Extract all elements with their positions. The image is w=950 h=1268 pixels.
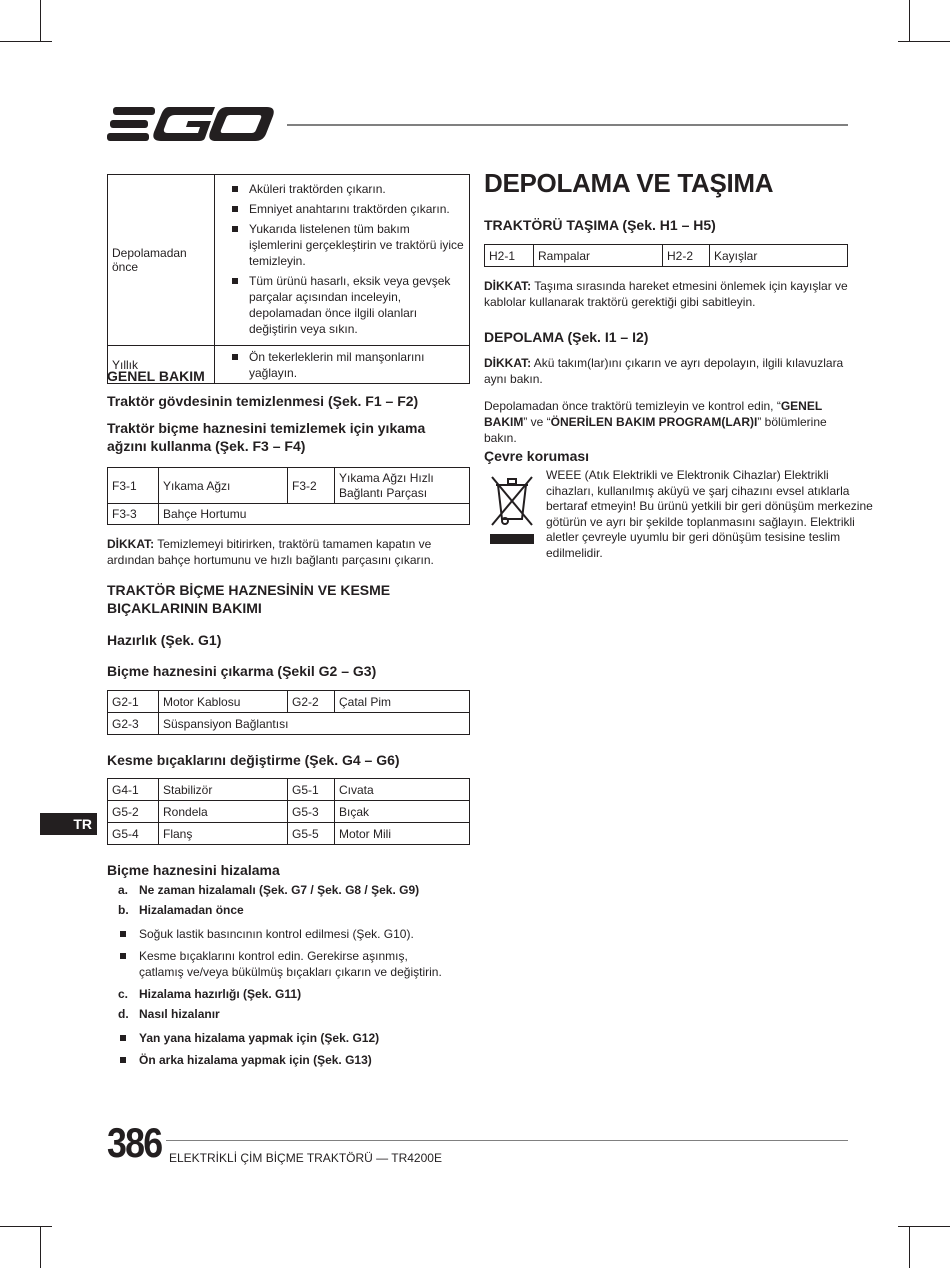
table-row [108,468,470,504]
ego-logo [107,105,277,143]
table-row [108,823,470,845]
section-heading: TRAKTÖRÜ TAŞIMA (Şek. H1 – H5) [484,217,716,233]
part-name: Cıvata [335,779,470,801]
page-title: DEPOLAMA VE TAŞIMA [484,168,774,198]
part-name: Çatal Pim [335,691,470,713]
paragraph-text: Depolamadan önce traktörü temizleyin ve kontrol edin, “ [484,399,781,413]
crop-mark [40,0,41,42]
part-code: G5-2 [108,801,159,823]
part-name: Yıkama Ağzı [159,468,288,504]
part-name: Bahçe Hortumu [159,504,470,525]
footer-title: ELEKTRİKLİ ÇİM BİÇME TRAKTÖRÜ — TR4200E [169,1151,442,1165]
list-marker: d. [118,1007,129,1021]
part-code: F3-1 [108,468,159,504]
crop-mark [909,0,910,42]
part-name: Flanş [159,823,288,845]
crop-mark [909,1226,910,1268]
caution-note [484,355,848,387]
part-name: Kayışlar [710,245,848,267]
table-row [108,691,470,713]
list-marker: c. [118,987,129,1001]
storage-schedule-table [107,174,470,384]
paragraph-bold-ref: GENEL BAKIM [484,399,822,429]
part-code: G2-2 [288,691,335,713]
list-marker: b. [118,903,129,917]
list-text: Ne zaman hizalamalı (Şek. G7 / Şek. G8 / Şek. G9) [139,883,420,897]
table-row [108,713,470,735]
table-row [108,504,470,525]
part-name: Bıçak [335,801,470,823]
bullet-list [219,181,465,337]
part-code: H2-1 [485,245,534,267]
crop-mark [0,41,52,42]
section-heading: DEPOLAMA (Şek. I1 – I2) [484,329,649,345]
list-text: Hizalamadan önce [139,903,244,917]
schedule-label: Depolamadan önce [108,175,215,346]
list-text: Hizalama hazırlığı (Şek. G11) [139,987,302,1001]
list-text: Kesme bıçaklarını kontrol edin. Gerekirse aşınmış, çatlamış ve/veya bükülmüş bıçakları çıkarın ve değiştirin. [139,949,442,979]
paragraph-text: ” ve “ [523,415,551,429]
list-marker: a. [118,883,129,897]
bullet-square-icon [120,1057,126,1063]
list-item: Aküleri traktörden çıkarın. [219,181,465,197]
part-name: Yıkama Ağzı Hızlı Bağlantı Parçası [335,468,470,504]
section-heading: TRAKTÖR BİÇME HAZNESİNİN VE KESME BIÇAKLARININ BAKIMI [107,582,391,616]
crop-mark [898,1226,950,1227]
parts-table-g4 [107,778,470,845]
crossed-out-wheelie-bin-icon [488,473,536,545]
footer-rule [166,1140,848,1141]
part-code: H2-2 [663,245,710,267]
page-number: 386 [107,1119,162,1166]
part-code: G2-1 [108,691,159,713]
bullet-square-icon [120,931,126,937]
list-item: Tüm ürünü hasarlı, eksik veya gevşek parçalar açısından inceleyin, depolamadan önce ilgili olanları değiştirin veya sıkın. [219,273,465,337]
weee-paragraph: WEEE (Atık Elektrikli ve Elektronik Cihazlar) Elektrikli cihazları, kullanılmış aküyü ve şarj cihazını evsel atıklarla bertaraf etmeyin! Bu ürünü yetkili bir geri dönüşüm merkezine götürün ve ayrı bir şekilde toplanmasını sağlayın. Elektrikli aletler çevreyle uyumlu bir geri dönüşüm tesisine teslim edilmelidir. [546,468,873,560]
caution-text: Temizlemeyi bitirirken, traktörü tamamen kapatın ve ardından bahçe hortumunu ve hızlı bağlantı parçasını çıkarın. [107,537,434,567]
bullet-list [219,349,465,381]
part-code: F3-3 [108,504,159,525]
part-code: G2-3 [108,713,159,735]
part-code: G5-1 [288,779,335,801]
caution-label: DİKKAT: [484,279,532,293]
caution-label: DİKKAT: [107,537,155,551]
section-heading: Çevre koruması [484,448,590,464]
subsection-heading: Hazırlık (Şek. G1) [107,632,222,648]
part-code: G5-4 [108,823,159,845]
part-name: Süspansiyon Bağlantısı [159,713,470,735]
schedule-items [215,346,470,384]
language-tab: TR [40,813,97,835]
list-text: Ön arka hizalama yapmak için (Şek. G13) [139,1053,372,1067]
part-name: Motor Mili [335,823,470,845]
caution-note [484,278,848,310]
paragraph-text: ” bölümlerine bakın. [484,415,827,445]
part-code: G5-3 [288,801,335,823]
table-row [108,779,470,801]
table-row [108,801,470,823]
subsection-heading: Biçme haznesini hizalama [107,862,280,878]
storage-paragraph [484,398,848,446]
subsection-heading: Biçme haznesini çıkarma (Şekil G2 – G3) [107,663,377,679]
table-row [485,245,848,267]
header-rule [287,124,848,126]
caution-text: Taşıma sırasında hareket etmesini önlemek için kayışlar ve kablolar kullanarak traktörü gerektiği gibi sabitleyin. [484,279,848,309]
caution-text: Akü takım(lar)ını çıkarın ve ayrı depolayın, ilgili kılavuzlara aynı bakın. [484,356,844,386]
bullet-square-icon [120,1035,126,1041]
list-item: Emniyet anahtarını traktörden çıkarın. [219,201,465,217]
part-code: G5-5 [288,823,335,845]
list-text: Soğuk lastik basıncının kontrol edilmesi (Şek. G10). [139,927,414,941]
part-name: Rondela [159,801,288,823]
subsection-heading: Traktör biçme haznesini temizlemek için yıkama ağzını kullanma (Şek. F3 – F4) [107,420,426,454]
table-row [108,175,470,346]
caution-label: DİKKAT: [484,356,532,370]
list-item: Yukarıda listelenen tüm bakım işlemlerini gerçekleştirin ve traktörü iyice temizleyin. [219,221,465,269]
parts-table-f [107,467,470,525]
caution-note [107,536,467,568]
crop-mark [0,1226,52,1227]
schedule-items [215,175,470,346]
parts-table-h [484,244,848,267]
schedule-label: Yıllık [108,346,215,384]
list-item: Ön tekerleklerin mil manşonlarını yağlayın. [219,349,465,381]
subsection-heading: Kesme bıçaklarını değiştirme (Şek. G4 – G6) [107,752,400,768]
part-code: G4-1 [108,779,159,801]
list-text: Yan yana hizalama yapmak için (Şek. G12) [139,1031,380,1045]
parts-table-g2 [107,690,470,735]
crop-mark [898,41,950,42]
crop-mark [40,1226,41,1268]
list-text: Nasıl hizalanır [139,1007,220,1021]
part-code: F3-2 [288,468,335,504]
paragraph-bold-ref: ÖNERİLEN BAKIM PROGRAM(LAR)I [550,415,758,429]
part-name: Motor Kablosu [159,691,288,713]
list-item [118,948,448,980]
subsection-heading: Traktör gövdesinin temizlenmesi (Şek. F1 – F2) [107,393,419,409]
leveling-list [118,882,463,1072]
section-heading: GENEL BAKIM [107,368,205,384]
part-name: Stabilizör [159,779,288,801]
part-name: Rampalar [534,245,663,267]
